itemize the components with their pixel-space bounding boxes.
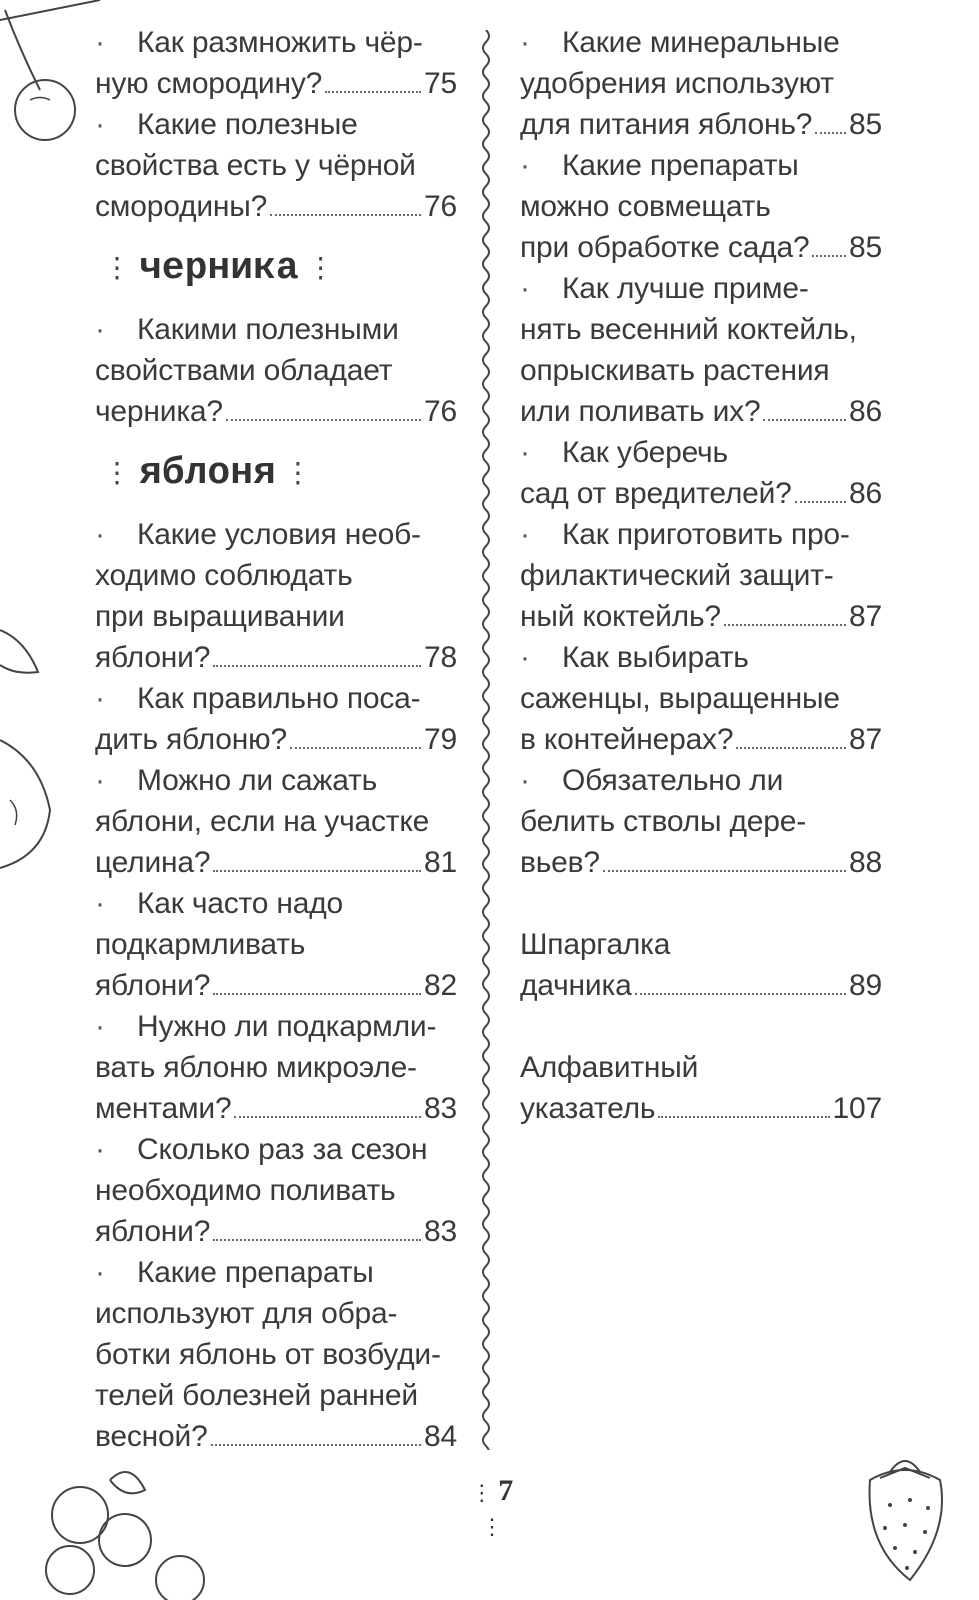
dot-leader <box>763 419 846 421</box>
toc-entry-line <box>95 1006 457 1047</box>
toc-entry-line <box>95 842 457 883</box>
toc-entry-line <box>95 514 457 555</box>
squiggle-ornament: ⋮ <box>103 459 131 491</box>
toc-entry-text: Сколько раз за сезон <box>137 1133 428 1166</box>
toc-entry-line <box>520 801 882 842</box>
toc-entry-line <box>520 1047 882 1088</box>
toc-entry-text: вать яблоню микроэле- <box>95 1051 417 1084</box>
toc-entry-line <box>95 596 457 637</box>
bullet-dot: · <box>520 272 530 305</box>
toc-page-number: 89 <box>849 969 882 1002</box>
toc-entry-text: яблони? <box>95 969 211 1002</box>
toc-entry-line <box>520 268 882 309</box>
toc-entry-text: указатель <box>520 1092 656 1125</box>
wavy-divider <box>478 30 494 1450</box>
toc-entry-text: Как размножить чёр- <box>137 26 423 59</box>
toc-entry-text: свойства есть у чёрной <box>95 149 416 182</box>
toc-page-number: 81 <box>424 846 457 879</box>
toc-page-number: 82 <box>424 969 457 1002</box>
toc-entry-line <box>95 1047 457 1088</box>
toc-entry-line <box>520 1088 882 1129</box>
toc-entry-line <box>95 1334 457 1375</box>
toc-entry-line <box>520 555 882 596</box>
toc-entry-line <box>520 514 882 555</box>
toc-entry-text: ный коктейль? <box>520 600 721 633</box>
squiggle-ornament: ⋮ <box>283 459 312 491</box>
toc-page-number: 88 <box>849 846 882 879</box>
wavy-divider-line <box>483 30 489 1450</box>
toc-entry-line <box>95 1129 457 1170</box>
toc-entry-text: используют для обра- <box>95 1297 398 1330</box>
toc-page-number: 83 <box>424 1092 457 1125</box>
toc-entry-line <box>95 1211 457 1252</box>
toc-page-number: 107 <box>832 1092 882 1125</box>
section-heading <box>95 432 457 514</box>
bullet-dot: · <box>95 764 105 797</box>
toc-page-number: 78 <box>424 641 457 674</box>
section-title: черника <box>139 246 299 290</box>
toc-entry-line <box>520 637 882 678</box>
toc-entry-line <box>520 432 882 473</box>
toc-entry-text: в контейнерах? <box>520 723 734 756</box>
toc-entry-text: целина? <box>95 846 211 879</box>
toc-page-number: 85 <box>849 108 882 141</box>
bullet-dot: · <box>520 518 530 551</box>
bullet-dot: · <box>95 1256 105 1289</box>
toc-entry-line <box>95 309 457 350</box>
toc-entry-line <box>95 883 457 924</box>
toc-entry-line <box>520 760 882 801</box>
toc-entry-line <box>95 104 457 145</box>
toc-entry-text: Какие препараты <box>562 149 799 182</box>
toc-entry-text: Какими полезными <box>137 313 399 346</box>
dot-leader <box>270 214 421 216</box>
toc-entry-text: Как правильно поса- <box>137 682 421 715</box>
toc-entry-text: саженцы, выращенные <box>520 682 840 715</box>
toc-entry-line <box>95 678 457 719</box>
bullet-dot: · <box>520 764 530 797</box>
dot-leader <box>226 419 421 421</box>
toc-entry-text: телей болезней ранней <box>95 1379 418 1412</box>
bullet-dot: · <box>520 436 530 469</box>
bullet-dot: · <box>95 313 105 346</box>
toc-entry-text: Какие препараты <box>137 1256 374 1289</box>
dot-leader <box>213 870 421 872</box>
toc-entry-text: ную смородину? <box>95 67 323 100</box>
toc-page-number: 85 <box>849 231 882 264</box>
toc-entry-line <box>520 63 882 104</box>
bullet-dot: · <box>95 518 105 551</box>
section-title: яблоня <box>139 451 276 495</box>
toc-entry-text: Шпаргалка <box>520 928 671 961</box>
dot-leader <box>795 501 846 503</box>
toc-entry-line <box>95 391 457 432</box>
toc-entry-text: черника? <box>95 395 223 428</box>
toc-entry-line <box>95 965 457 1006</box>
toc-entry-text: при выращивании <box>95 600 345 633</box>
toc-entry-line <box>520 965 882 1006</box>
bullet-dot: · <box>520 26 530 59</box>
bullet-dot: · <box>520 149 530 182</box>
toc-entry-line <box>95 760 457 801</box>
toc-entry-line <box>520 924 882 965</box>
toc-entry-text: Как уберечь <box>562 436 728 469</box>
toc-entry-line <box>95 63 457 104</box>
toc-entry-line <box>520 186 882 227</box>
dot-leader <box>724 624 846 626</box>
bullet-dot: · <box>95 682 105 715</box>
toc-entry-text: смородины? <box>95 190 268 223</box>
toc-entry-text: Как лучше приме- <box>562 272 809 305</box>
toc-entry-line <box>520 842 882 883</box>
toc-entry-text: опрыскивать растения <box>520 354 830 387</box>
toc-entry-text: Как выбирать <box>562 641 749 674</box>
toc-page-number: 83 <box>424 1215 457 1248</box>
dot-leader <box>213 1239 421 1241</box>
toc-entry-line <box>95 1252 457 1293</box>
cherry-illustration <box>0 0 110 145</box>
toc-page-number: 76 <box>424 190 457 223</box>
toc-entry-line <box>95 1293 457 1334</box>
toc-page-number: 87 <box>849 723 882 756</box>
toc-entry-text: Можно ли сажать <box>137 764 378 797</box>
toc-left-column <box>95 22 457 1457</box>
toc-entry-text: нять весенний коктейль, <box>520 313 857 346</box>
toc-entry-line <box>95 801 457 842</box>
toc-entry-text: яблони, если на участке <box>95 805 430 838</box>
toc-entry-text: весной? <box>95 1420 208 1453</box>
toc-right-column <box>520 22 882 1129</box>
bullet-dot: · <box>95 887 105 920</box>
toc-entry-line <box>520 678 882 719</box>
toc-page-number: 79 <box>424 723 457 756</box>
spacer <box>520 1006 882 1047</box>
bullet-dot: · <box>95 1133 105 1166</box>
strawberry-illustration <box>850 1450 960 1590</box>
toc-entry-text: дить яблоню? <box>95 723 287 756</box>
toc-entry-text: удобрения используют <box>520 67 834 100</box>
toc-entry-line <box>95 350 457 391</box>
toc-entry-line <box>95 924 457 965</box>
toc-entry-text: необходимо поливать <box>95 1174 396 1207</box>
toc-page-number: 84 <box>424 1420 457 1453</box>
toc-entry-text: Какие минеральные <box>562 26 840 59</box>
toc-entry-text: ботки яблонь от возбуди- <box>95 1338 441 1371</box>
toc-entry-text: можно совмещать <box>520 190 771 223</box>
toc-entry-text: ментами? <box>95 1092 232 1125</box>
apple-leaf-illustration <box>0 610 60 880</box>
toc-entry-text: Обязательно ли <box>562 764 784 797</box>
toc-entry-text: Как часто надо <box>137 887 343 920</box>
toc-page-number: 87 <box>849 600 882 633</box>
toc-entry-text: свойствами обладает <box>95 354 393 387</box>
dot-leader <box>815 132 846 134</box>
toc-entry-text: дачника <box>520 969 632 1002</box>
toc-entry-text: Алфавитный <box>520 1051 699 1084</box>
toc-page-number: 86 <box>849 395 882 428</box>
dot-leader <box>635 993 846 995</box>
toc-entry-text: сад от вредителей? <box>520 477 792 510</box>
toc-entry-line <box>520 350 882 391</box>
dot-leader <box>736 747 846 749</box>
toc-entry-line <box>95 637 457 678</box>
toc-entry-line <box>520 596 882 637</box>
squiggle-ornament: ⋮ <box>103 254 131 286</box>
toc-entry-text: для питания яблонь? <box>520 108 813 141</box>
squiggle-ornament: ⋮ <box>306 254 335 286</box>
toc-entry-text: филактический защит- <box>520 559 834 592</box>
toc-entry-text: Какие полезные <box>137 108 358 141</box>
toc-entry-text: вьев? <box>520 846 600 879</box>
toc-entry-line <box>520 473 882 514</box>
toc-entry-line <box>520 309 882 350</box>
blueberry-illustration <box>30 1460 230 1600</box>
dot-leader <box>234 1116 421 1118</box>
toc-entry-text: яблони? <box>95 1215 211 1248</box>
toc-entry-text: яблони? <box>95 641 211 674</box>
page-number: ⋮ 7 ⋮ <box>470 1474 514 1539</box>
toc-entry-line <box>95 1416 457 1457</box>
section-heading <box>95 227 457 309</box>
toc-entry-line <box>95 719 457 760</box>
toc-entry-text: Как приготовить про- <box>562 518 850 551</box>
dot-leader <box>812 255 846 257</box>
toc-entry-text: Нужно ли подкармли- <box>137 1010 437 1043</box>
bullet-dot: · <box>95 26 105 59</box>
toc-entry-line <box>520 104 882 145</box>
dot-leader <box>290 747 421 749</box>
toc-entry-text: или поливать их? <box>520 395 761 428</box>
toc-entry-text: белить стволы дере- <box>520 805 807 838</box>
toc-entry-text: ходимо соблюдать <box>95 559 353 592</box>
toc-entry-line <box>520 391 882 432</box>
toc-page-number: 76 <box>424 395 457 428</box>
toc-entry-line <box>95 1375 457 1416</box>
toc-entry-line <box>520 227 882 268</box>
dot-leader <box>213 665 421 667</box>
toc-entry-text: подкармливать <box>95 928 306 961</box>
dot-leader <box>658 1116 829 1118</box>
dot-leader <box>213 993 421 995</box>
bullet-dot: · <box>95 108 105 141</box>
toc-page-number: 86 <box>849 477 882 510</box>
toc-page-number: 75 <box>424 67 457 100</box>
spacer <box>520 883 882 924</box>
toc-entry-line <box>95 1170 457 1211</box>
toc-entry-text: Какие условия необ- <box>137 518 421 551</box>
toc-entry-line <box>95 22 457 63</box>
dot-leader <box>325 91 421 93</box>
bullet-dot: · <box>520 641 530 674</box>
dot-leader <box>603 870 846 872</box>
toc-entry-line <box>520 145 882 186</box>
toc-entry-line <box>95 1088 457 1129</box>
toc-entry-text: при обработке сада? <box>520 231 810 264</box>
dot-leader <box>211 1444 421 1446</box>
toc-entry-line <box>95 145 457 186</box>
bullet-dot: · <box>95 1010 105 1043</box>
toc-entry-line <box>95 555 457 596</box>
toc-entry-line <box>520 719 882 760</box>
toc-entry-line <box>520 22 882 63</box>
toc-entry-line <box>95 186 457 227</box>
